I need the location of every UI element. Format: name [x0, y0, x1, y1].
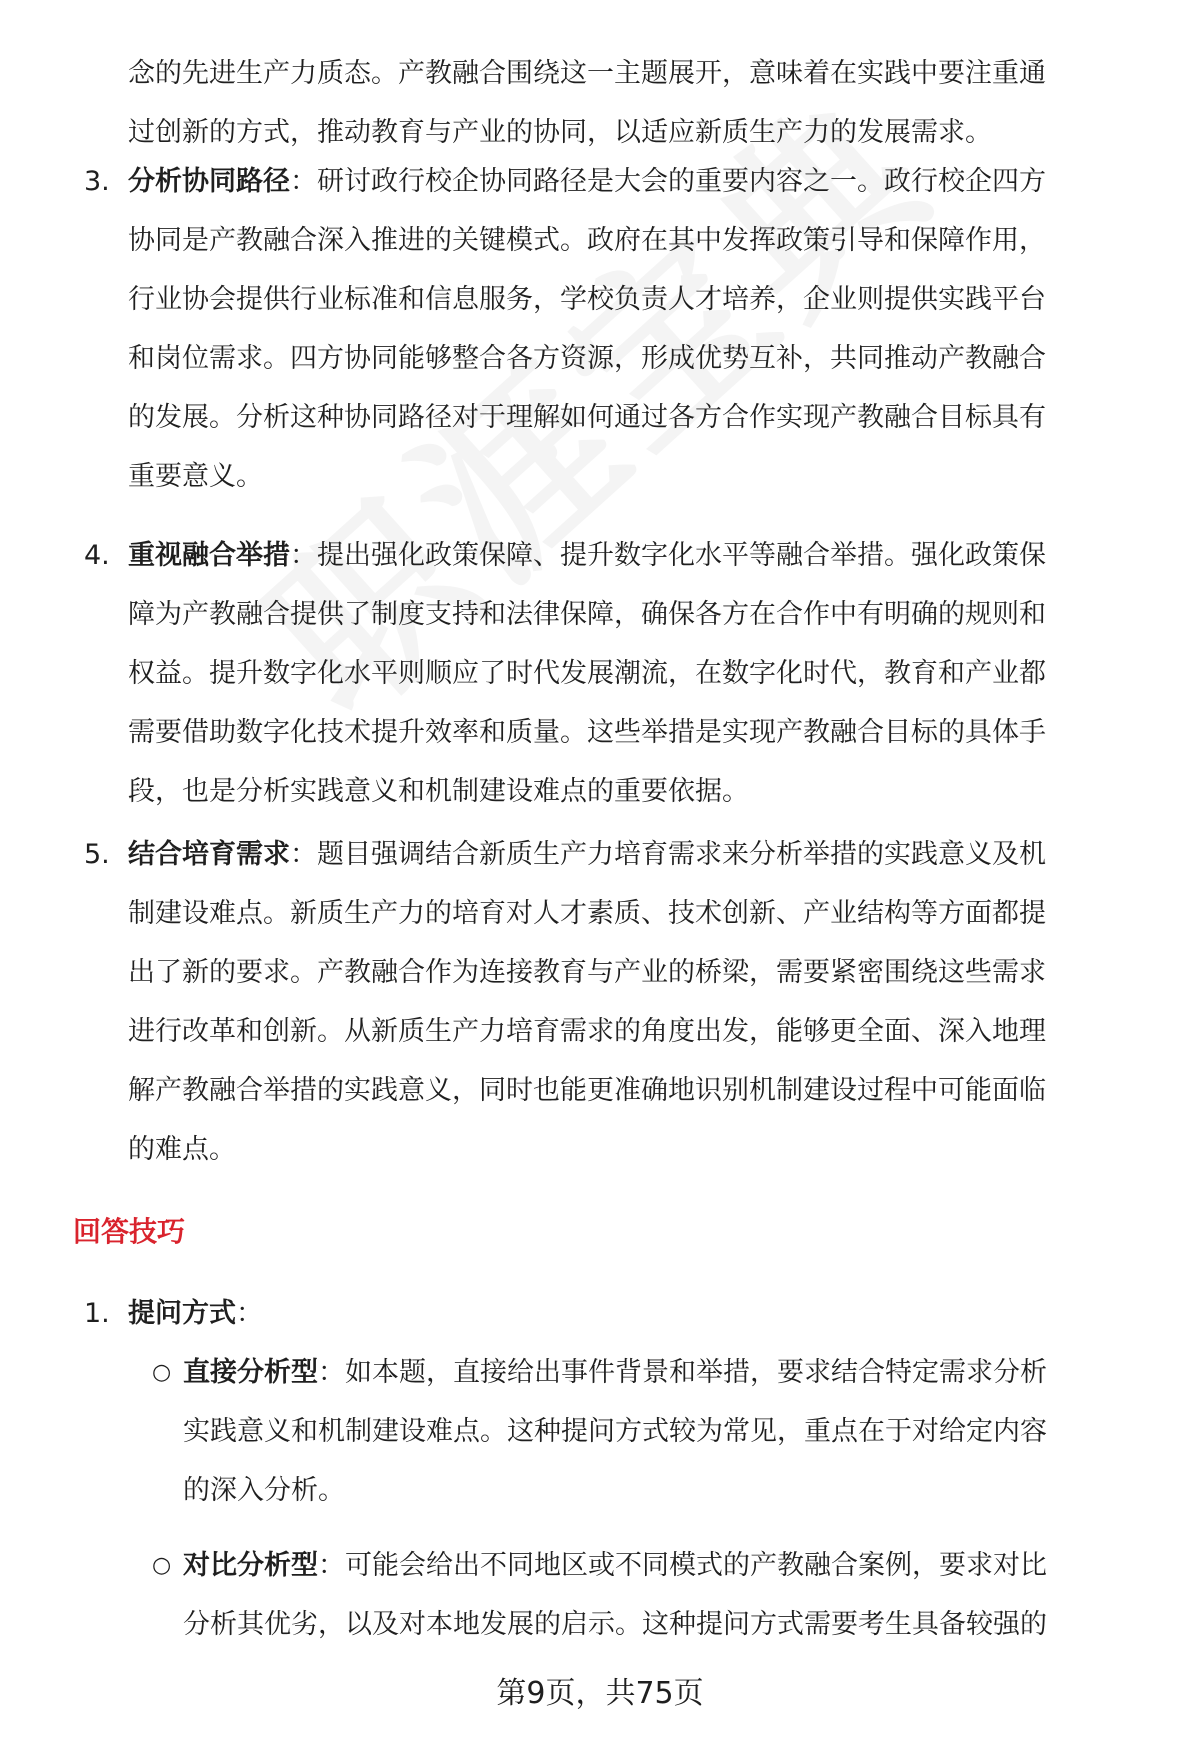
text-line: 协同是产教融合深入推进的关键模式。政府在其中发挥政策引导和保障作用，: [128, 225, 1046, 256]
list-number: 3.: [84, 166, 110, 197]
continuation-paragraph: [128, 44, 1144, 162]
separator: ：: [318, 1550, 345, 1581]
list-item: [128, 152, 1144, 506]
text-line: 段，也是分析实践意义和机制建设难点的重要依据。: [128, 776, 749, 807]
text-line: 行业协会提供行业标准和信息服务，学校负责人才培养，企业则提供实践平台: [128, 284, 1046, 315]
text-line: 的深入分析。: [183, 1475, 345, 1506]
text-line: 如本题，直接给出事件背景和举措，要求结合特定需求分析: [345, 1357, 1047, 1388]
text-line: 解产教融合举措的实践意义，同时也能更准确地识别机制建设过程中可能面临: [128, 1075, 1046, 1106]
separator: ：: [236, 1298, 263, 1329]
text-line: 的发展。分析这种协同路径对于理解如何通过各方合作实现产教融合目标具有: [128, 402, 1046, 433]
text-line: 权益。提升数字化水平则顺应了时代发展潮流，在数字化时代，教育和产业都: [128, 658, 1046, 689]
list-number: 4.: [84, 540, 110, 571]
list-item: [128, 825, 1144, 1179]
bullet-item: [183, 1343, 1143, 1520]
section-heading: 回答技巧: [73, 1215, 186, 1248]
text-line: 可能会给出不同地区或不同模式的产教融合案例，要求对比: [345, 1550, 1047, 1581]
text-line: 出了新的要求。产教融合作为连接教育与产业的桥梁，需要紧密围绕这些需求: [128, 957, 1046, 988]
item-title: 重视融合举措: [128, 540, 290, 571]
text-line: 和岗位需求。四方协同能够整合各方资源，形成优势互补，共同推动产教融合: [128, 343, 1046, 374]
list-item: [128, 1284, 1144, 1343]
list-number: 5.: [84, 839, 110, 870]
item-title: 提问方式: [128, 1298, 236, 1329]
separator: ：: [290, 166, 317, 197]
text-line: 念的先进生产力质态。产教融合围绕这一主题展开，意味着在实践中要注重通: [128, 58, 1046, 89]
bullet-title: 直接分析型: [183, 1357, 318, 1388]
text-line: 实践意义和机制建设难点。这种提问方式较为常见，重点在于对给定内容: [183, 1416, 1047, 1447]
separator: ：: [290, 540, 317, 571]
page-footer: 第9页，共75页: [496, 1676, 704, 1711]
bullet-marker: ○: [152, 1360, 172, 1385]
bullet-item: [183, 1536, 1143, 1654]
item-title: 分析协同路径: [128, 166, 290, 197]
text-line: 过创新的方式，推动教育与产业的协同，以适应新质生产力的发展需求。: [128, 117, 992, 148]
text-line: 制建设难点。新质生产力的培育对人才素质、技术创新、产业结构等方面都提: [128, 898, 1046, 929]
list-item: [128, 526, 1144, 821]
separator: ：: [318, 1357, 345, 1388]
text-line: 研讨政行校企协同路径是大会的重要内容之一。政行校企四方: [317, 166, 1046, 197]
bullet-title: 对比分析型: [183, 1550, 318, 1581]
text-line: 提出强化政策保障、提升数字化水平等融合举措。强化政策保: [317, 540, 1046, 571]
text-line: 重要意义。: [128, 461, 263, 492]
text-line: 分析其优劣，以及对本地发展的启示。这种提问方式需要考生具备较强的: [183, 1609, 1047, 1640]
list-number: 1.: [84, 1298, 110, 1329]
bullet-marker: ○: [152, 1553, 172, 1578]
text-line: 障为产教融合提供了制度支持和法律保障，确保各方在合作中有明确的规则和: [128, 599, 1046, 630]
text-line: 需要借助数字化技术提升效率和质量。这些举措是实现产教融合目标的具体手: [128, 717, 1046, 748]
text-line: 进行改革和创新。从新质生产力培育需求的角度出发，能够更全面、深入地理: [128, 1016, 1046, 1047]
item-title: 结合培育需求: [128, 839, 290, 870]
separator: ：: [290, 839, 317, 870]
text-line: 的难点。: [128, 1134, 236, 1165]
text-line: 题目强调结合新质生产力培育需求来分析举措的实践意义及机: [317, 839, 1046, 870]
